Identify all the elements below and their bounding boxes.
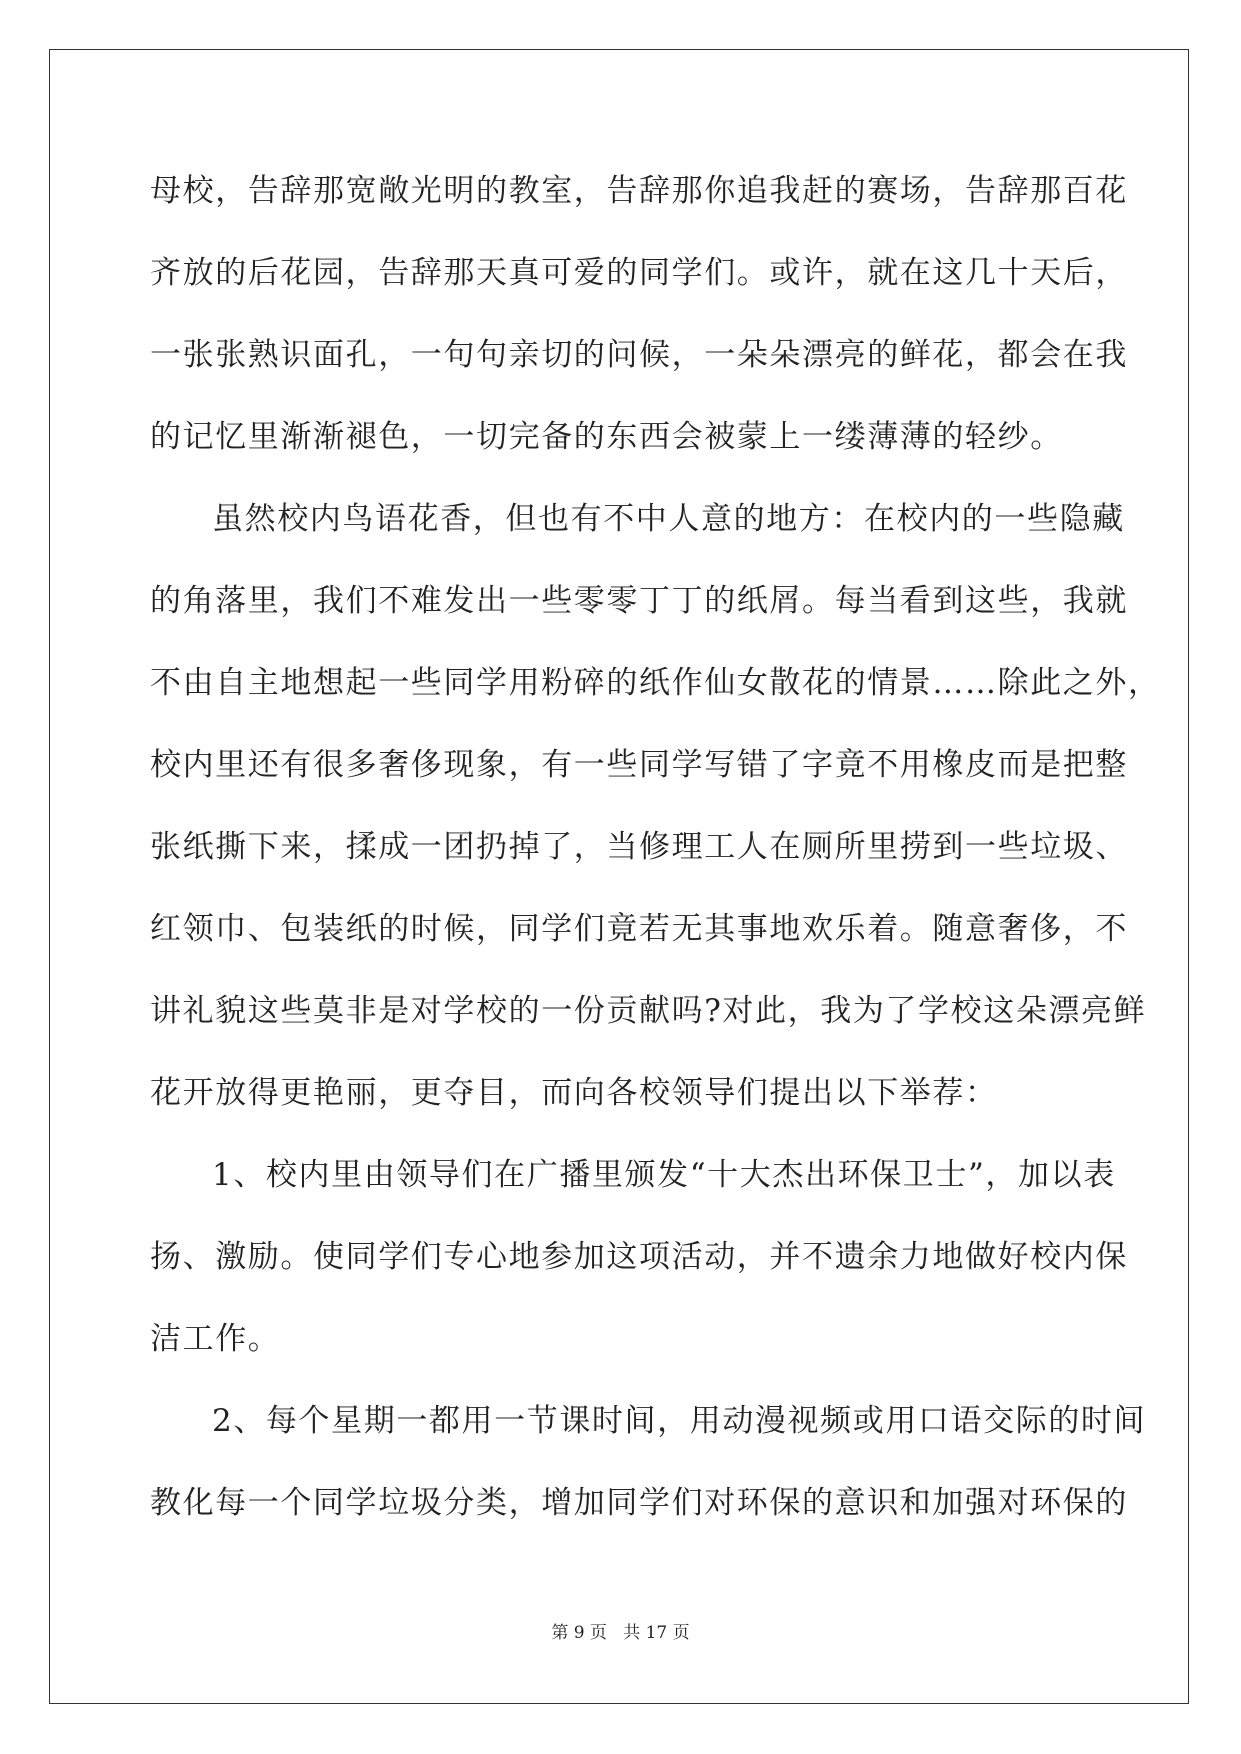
text-line: 的角落里，我们不难发出一些零零丁丁的纸屑。每当看到这些，我就	[150, 583, 1128, 619]
text-line: 母校，告辞那宽敞光明的教室，告辞那你追我赶的赛场，告辞那百花	[150, 173, 1128, 209]
document-body	[150, 160, 1161, 1554]
page-number-footer: 第 9 页 共 17 页	[551, 1623, 690, 1643]
text-line: 花开放得更艳丽，更夺目，而向各校领导们提出以下举荐：	[150, 1075, 998, 1111]
text-line: 讲礼貌这些莫非是对学校的一份贡献吗?对此，我为了学校这朵漂亮鲜	[150, 993, 1147, 1029]
text-line: 红领巾、包装纸的时候，同学们竟若无其事地欢乐着。随意奢侈，不	[150, 911, 1128, 947]
text-line: 张纸撕下来，揉成一团扔掉了，当修理工人在厕所里捞到一些垃圾、	[150, 829, 1128, 865]
paragraph-start-line: 1、校内里由领导们在广播里颁发“十大杰出环保卫士”，加以表	[212, 1157, 1116, 1193]
text-line: 扬、激励。使同学们专心地参加这项活动，并不遗余力地做好校内保	[150, 1239, 1128, 1275]
text-line: 一张张熟识面孔，一句句亲切的问候，一朵朵漂亮的鲜花，都会在我	[150, 337, 1128, 373]
paragraph-start-line: 虽然校内鸟语花香，但也有不中人意的地方：在校内的一些隐藏	[212, 501, 1125, 537]
text-line: 校内里还有很多奢侈现象，有一些同学写错了字竟不用橡皮而是把整	[150, 747, 1128, 783]
text-line: 不由自主地想起一些同学用粉碎的纸作仙女散花的情景……除此之外，	[150, 665, 1161, 701]
text-line: 齐放的后花园，告辞那天真可爱的同学们。或许，就在这几十天后，	[150, 255, 1128, 291]
paragraph-start-line: 2、每个星期一都用一节课时间，用动漫视频或用口语交际的时间	[212, 1403, 1147, 1439]
text-line: 洁工作。	[150, 1321, 281, 1357]
text-line: 的记忆里渐渐褪色，一切完备的东西会被蒙上一缕薄薄的轻纱。	[150, 419, 1063, 455]
text-line: 教化每一个同学垃圾分类，增加同学们对环保的意识和加强对环保的	[150, 1485, 1128, 1521]
